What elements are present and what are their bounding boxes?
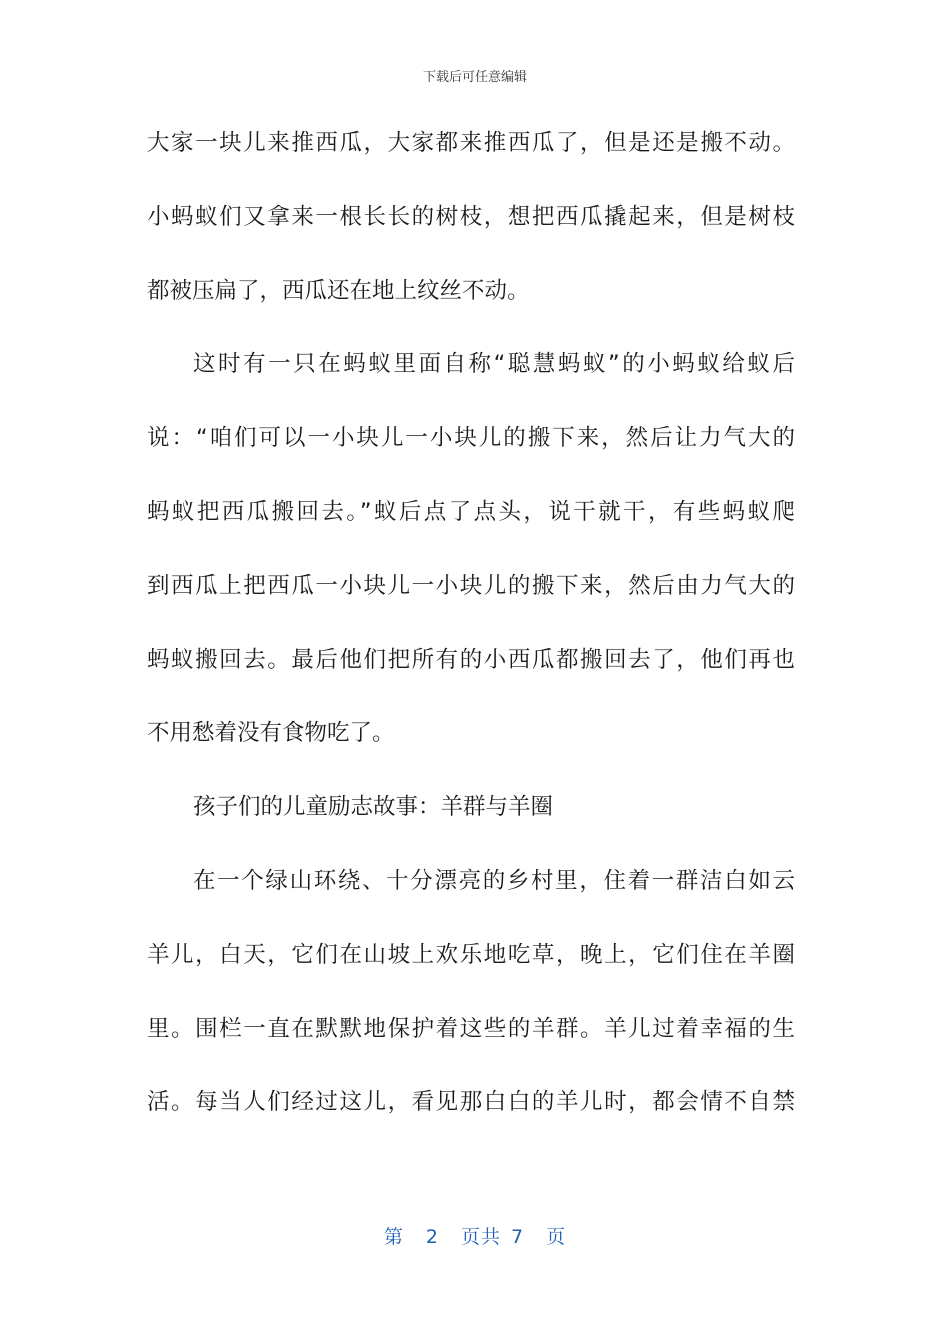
text-line-2: 小蚂蚁们又拿来一根长长的树枝，想把西瓜撬起来，但是树枝 [147,203,795,230]
page-number-prefix: 第 [383,1226,404,1248]
page-header: 下载后可任意编辑 [422,70,527,85]
text-line-7: 到西瓜上把西瓜一小块儿一小块儿的搬下来，然后由力气大的 [147,572,795,599]
page-number-current: 2 [425,1226,439,1248]
text-line-1: 大家一块儿来推西瓜，大家都来推西瓜了，但是还是搬不动。 [147,130,795,156]
page-number-total: 7 [511,1226,525,1248]
text-line-8: 蚂蚁搬回去。最后他们把所有的小西瓜都搬回去了，他们再也 [147,646,795,673]
page-number-suffix: 页 [546,1226,567,1248]
section-heading: 孩子们的儿童励志故事：羊群与羊圈 [193,794,554,821]
page-footer [0,1222,950,1249]
text-line-14: 活。每当人们经过这儿，看见那白白的羊儿时，都会情不自禁 [147,1089,795,1116]
page-number-middle: 页共 [460,1226,501,1248]
text-line-13: 里。围栏一直在默默地保护着这些的羊群。羊儿过着幸福的生 [147,1015,795,1042]
text-line-12: 羊儿，白天，它们在山坡上欢乐地吃草，晚上，它们住在羊圈 [147,941,795,968]
text-line-4: 这时有一只在蚂蚁里面自称“聪慧蚂蚁”的小蚂蚁给蚁后 [193,351,795,378]
text-line-9: 不用愁着没有食物吃了。 [147,720,395,747]
text-line-11: 在一个绿山环绕、十分漂亮的乡村里，住着一群洁白如云 [193,867,795,894]
text-line-5: 说：“咱们可以一小块儿一小块儿的搬下来，然后让力气大的 [147,425,795,452]
document-body [147,107,795,1140]
text-line-3: 都被压扁了，西瓜还在地上纹丝不动。 [147,277,530,304]
text-line-6: 蚂蚁把西瓜搬回去。”蚁后点了点头，说干就干，有些蚂蚁爬 [147,498,795,525]
